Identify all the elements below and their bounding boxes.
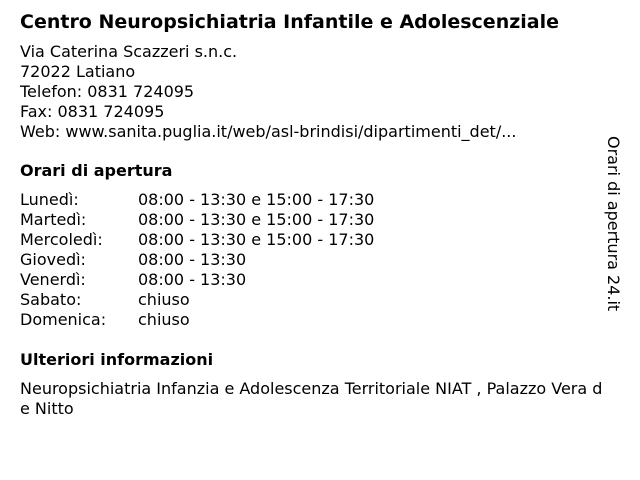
info-heading: Ulteriori informazioni [20, 350, 214, 369]
place-card [20, 10, 610, 419]
hours-row-saturday [20, 290, 610, 310]
hours-day: Lunedì: [20, 190, 79, 209]
hours-row-monday [20, 190, 610, 210]
fax-number: Fax: 0831 724095 [20, 102, 165, 121]
hours-row-thursday [20, 250, 610, 270]
address-street: Via Caterina Scazzeri s.n.c. [20, 42, 238, 61]
hours-row-sunday [20, 310, 610, 330]
hours-time: 08:00 - 13:30 e 15:00 - 17:30 [138, 230, 375, 249]
hours-row-friday [20, 270, 610, 290]
place-title: Centro Neuropsichiatria Infantile e Adolescenziale [20, 11, 560, 33]
hours-time: chiuso [138, 290, 190, 309]
hours-time: 08:00 - 13:30 [138, 270, 247, 289]
hours-table [20, 190, 610, 330]
hours-day: Mercoledì: [20, 230, 103, 249]
address-city: 72022 Latiano [20, 62, 136, 81]
address-block [20, 42, 610, 142]
hours-row-wednesday [20, 230, 610, 250]
hours-row-tuesday [20, 210, 610, 230]
hours-day: Martedì: [20, 210, 87, 229]
hours-time: 08:00 - 13:30 e 15:00 - 17:30 [138, 190, 375, 209]
website-link[interactable]: Web: www.sanita.puglia.it/web/asl-brindisi/dipartimenti_det/... [20, 122, 517, 141]
hours-day: Venerdì: [20, 270, 86, 289]
hours-time: chiuso [138, 310, 190, 329]
hours-time: 08:00 - 13:30 [138, 250, 247, 269]
hours-heading: Orari di apertura [20, 161, 173, 180]
hours-day: Giovedì: [20, 250, 86, 269]
phone-number: Telefon: 0831 724095 [20, 82, 195, 101]
hours-day: Sabato: [20, 290, 82, 309]
info-text: Neuropsichiatria Infanzia e Adolescenza Territoriale NIAT , Palazzo Vera de Nitto [20, 379, 603, 418]
brand-watermark: Orari di apertura 24.it [604, 136, 623, 312]
hours-day: Domenica: [20, 310, 107, 329]
hours-time: 08:00 - 13:30 e 15:00 - 17:30 [138, 210, 375, 229]
